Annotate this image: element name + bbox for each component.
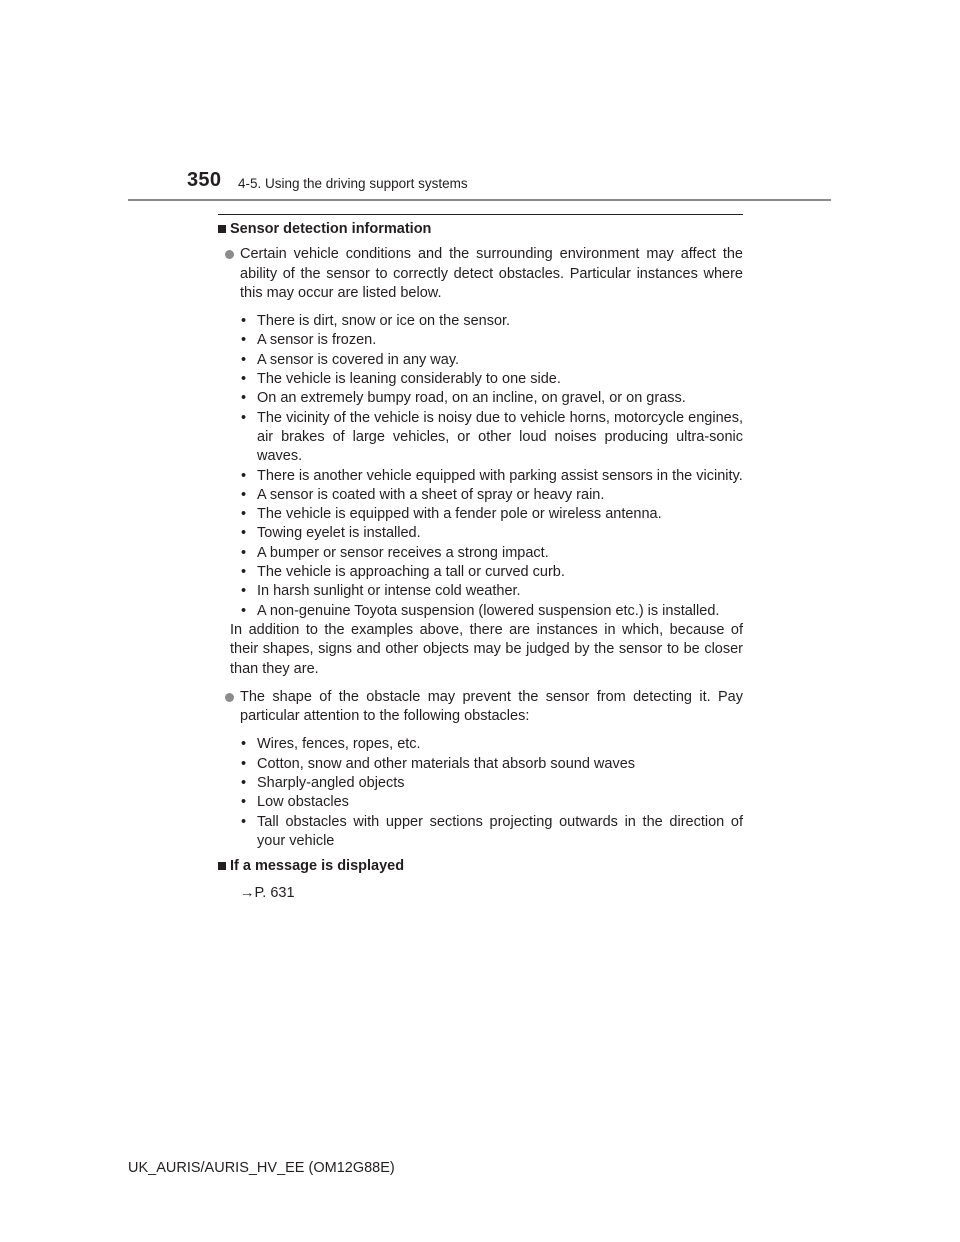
list-item: • Wires, fences, ropes, etc. [241,736,421,753]
list-item: • A sensor is covered in any way. [241,351,460,368]
conditions-list [218,312,743,621]
list-item: • The vehicle is equipped with a fender pole or wireless antenna. [241,506,662,523]
list-item: • The vicinity of the vehicle is noisy due to vehicle horns, motorcycle engines, air brakes of large vehicles, or other loud noises producing ultra-sonic waves. [241,409,743,465]
message-heading-text: If a message is displayed [230,858,405,875]
circle-bullet-icon [225,693,234,702]
obstacles-list [218,735,743,851]
square-bullet-icon [218,225,226,233]
list-item: • Towing eyelet is installed. [241,525,421,542]
additional-instances-paragraph: In addition to the examples above, there are instances in which, because of their shapes, signs and other objects may be judged by the sensor to be closer than they are. [230,621,743,677]
obstacle-shape-paragraph [218,688,743,727]
list-item: • A sensor is frozen. [241,332,377,349]
conditions-paragraph-text: Certain vehicle conditions and the surrounding environment may affect the ability of the sensor to correctly detect obstacles. Particular instances where this may occur are listed below. [240,246,743,301]
section-divider [218,214,743,215]
sensor-detection-heading [218,220,743,239]
list-item: • A sensor is coated with a sheet of spray or heavy rain. [241,486,605,503]
page-reference-link[interactable]: →P. 631 [240,884,295,901]
list-item: • Sharply-angled objects [241,775,405,792]
header-divider [128,199,831,201]
list-item: • On an extremely bumpy road, on an incline, on gravel, or on grass. [241,390,686,407]
list-item: • There is dirt, snow or ice on the sensor. [241,313,511,330]
list-item: • Tall obstacles with upper sections projecting outwards in the direction of your vehicle [241,813,743,849]
page-number: 350 [187,169,222,191]
conditions-paragraph [218,245,743,303]
list-item: • Cotton, snow and other materials that absorb sound waves [241,755,636,772]
running-header: 4-5. Using the driving support systems [238,176,468,191]
sensor-detection-heading-text: Sensor detection information [230,221,432,237]
list-item: • A non-genuine Toyota suspension (lowered suspension etc.) is installed. [241,602,720,619]
square-bullet-icon [218,862,226,870]
list-item: • There is another vehicle equipped with parking assist sensors in the vicinity. [241,467,743,484]
list-item: • A bumper or sensor receives a strong impact. [241,544,549,561]
list-item: • Low obstacles [241,794,349,811]
page-content [218,220,743,903]
circle-bullet-icon [225,250,234,259]
list-item: • The vehicle is approaching a tall or curved curb. [241,564,565,581]
message-heading [218,857,743,876]
obstacle-shape-paragraph-text: The shape of the obstacle may prevent the sensor from detecting it. Pay particular attention to the following obstacles: [240,688,743,725]
list-item: • In harsh sunlight or intense cold weather. [241,583,521,600]
list-item: • The vehicle is leaning considerably to one side. [241,371,561,388]
document-code: UK_AURIS/AURIS_HV_EE (OM12G88E) [128,1160,395,1176]
